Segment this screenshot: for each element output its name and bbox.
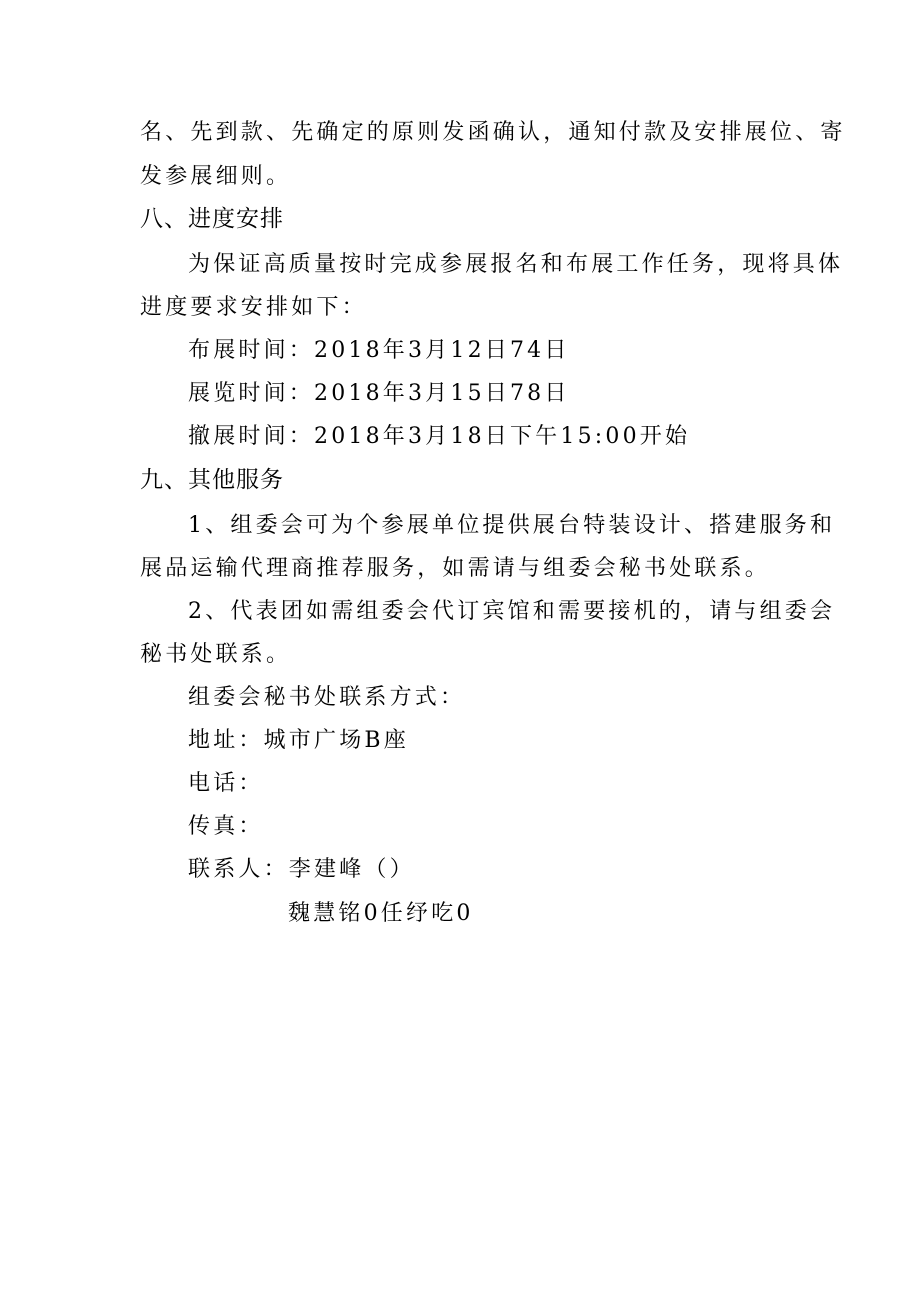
exhibition-time: 展览时间：2018年3月15日78日 xyxy=(188,381,570,406)
contact-intro: 组委会秘书处联系方式： xyxy=(188,685,466,710)
paragraph-line: 名、先到款、先确定的原则发函确认，通知付款及安排展位、寄 xyxy=(140,120,846,145)
section-heading-other-services: 九、其他服务 xyxy=(140,467,284,493)
paragraph-line: 为保证高质量按时完成参展报名和布展工作任务，现将具体 xyxy=(188,252,844,277)
paragraph-line: 进度要求安排如下： xyxy=(140,295,367,320)
paragraph-line: 发参展细则。 xyxy=(140,164,292,189)
list-item-2-continued: 秘书处联系。 xyxy=(140,642,292,667)
list-item-2: 2、代表团如需组委会代订宾馆和需要接机的，请与组委会 xyxy=(188,599,836,624)
teardown-time: 撤展时间：2018年3月18日下午15:00开始 xyxy=(188,424,691,449)
section-heading-schedule: 八、进度安排 xyxy=(140,206,284,232)
contact-fax: 传真： xyxy=(188,814,264,839)
list-item-1-continued: 展品运输代理商推荐服务，如需请与组委会秘书处联系。 xyxy=(140,556,771,581)
list-item-1: 1、组委会可为个参展单位提供展台特装设计、搭建服务和 xyxy=(188,513,836,538)
setup-time: 布展时间：2018年3月12日74日 xyxy=(188,338,570,363)
contact-person-extra: 魏慧铭0任纾吃0 xyxy=(288,901,474,926)
contact-person: 联系人：李建峰（） xyxy=(188,857,415,882)
contact-address: 地址：城市广场B座 xyxy=(188,728,409,753)
contact-phone: 电话： xyxy=(188,771,264,796)
